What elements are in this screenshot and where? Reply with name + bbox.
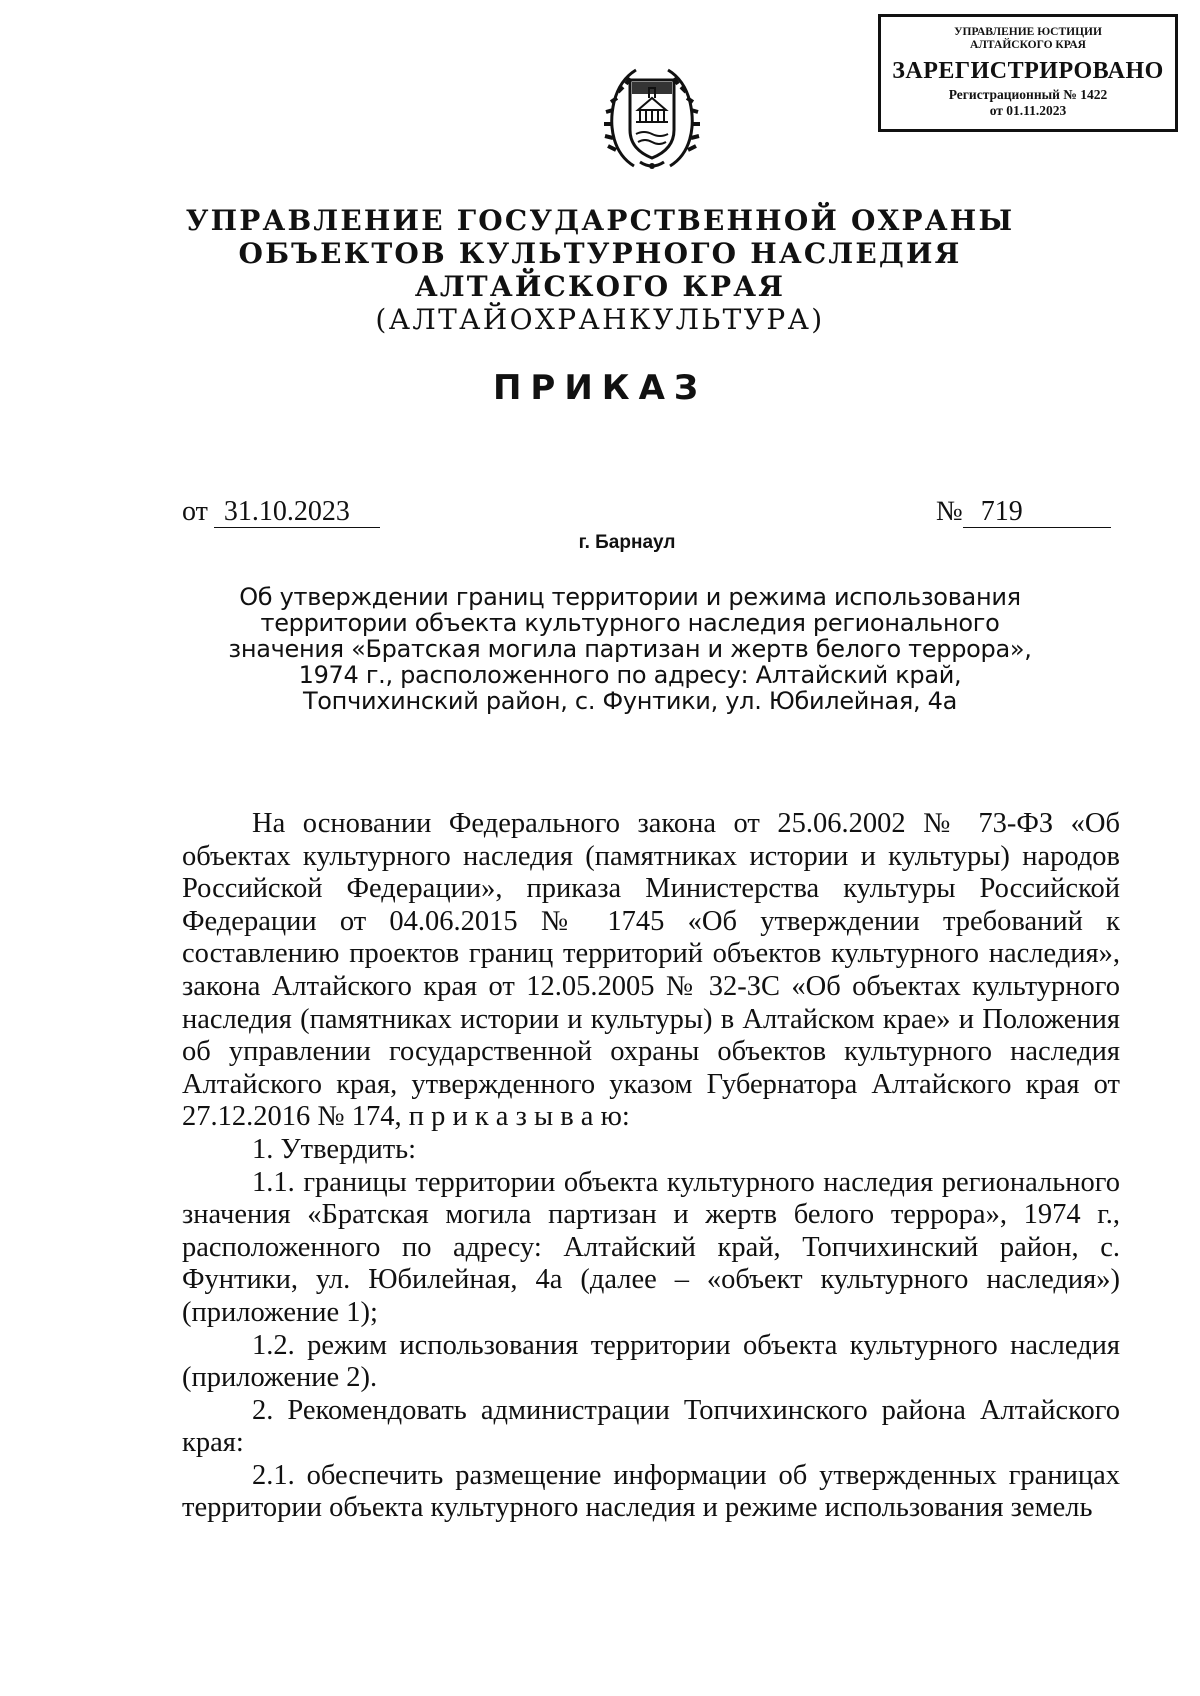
order-body (182, 808, 1120, 1525)
coat-of-arms-icon (604, 58, 700, 174)
paragraph-2-1: 2.1. обеспечить размещение информации об утвержденных границах территории объекта культурного наследия и режиме использования земель (182, 1459, 1120, 1524)
order-date (182, 496, 380, 528)
org-name-line3: АЛТАЙСКОГО КРАЯ (414, 270, 786, 303)
stamp-authority-line2: АЛТАЙСКОГО КРАЯ (970, 39, 1086, 51)
stamp-reg-date: от 01.11.2023 (989, 103, 1067, 118)
paragraph-1: 1. Утвердить: (252, 1133, 417, 1165)
document-type: ПРИКАЗ (492, 368, 708, 408)
org-name-line2: ОБЪЕКТОВ КУЛЬТУРНОГО НАСЛЕДИЯ (238, 237, 962, 270)
paragraph-2: 2. Рекомендовать администрации Топчихинского района Алтайского края: (182, 1394, 1120, 1459)
org-short-name: (АЛТАЙОХРАНКУЛЬТУРА) (375, 303, 825, 336)
order-number (936, 496, 1111, 528)
paragraph-1-2: 1.2. режим использования территории объекта культурного наследия (приложение 2). (182, 1329, 1120, 1394)
paragraph-1-1: 1.1. границы территории объекта культурного наследия регионального значения «Братская могила партизан и жертв белого террора», 1974 г., расположенного по адресу: Алтайский край, Топчихинский район, с. Фунтики, ул. Юбилейная, 4а (далее – «объект культурного наследия») (приложение 1); (182, 1166, 1120, 1328)
order-title: Об утверждении границ территории и режима использования территории объекта культурного наследия регионального значения «Братская могила партизан и жертв белого террора», 1974 г., расположенного по адресу: Алтайский край, Топчихинский район, с. Фунтики, ул. Юбилейная, 4а (228, 583, 1032, 715)
stamp-reg-number: Регистрационный № 1422 (948, 87, 1108, 102)
stamp-status: ЗАРЕГИСТРИРОВАНО (892, 58, 1164, 84)
org-name-line1: УПРАВЛЕНИЕ ГОСУДАРСТВЕННОЙ ОХРАНЫ (185, 204, 1015, 237)
paragraph-preamble: На основании Федерального закона от 25.06.2002 № 73-ФЗ «Об объектах культурного наследия (памятниках истории и культуры) народов Российской Федерации», приказа Министерства культуры Российской Федерации от 04.06.2015 № 1745 «Об утверждении требований к составлению проектов границ территорий объектов культурного наследия», закона Алтайского края от 12.05.2005 № 32-ЗС «Об объектах культурного наследия (памятниках истории и культуры) в Алтайском крае» и Положения об управлении государственной охраны объектов культурного наследия Алтайского края, утвержденного указом Губернатора Алтайского края от 27.12.2016 № 174, п р и к а з ы в а ю: (182, 808, 1120, 1133)
stamp-authority-line1: УПРАВЛЕНИЕ ЮСТИЦИИ (954, 26, 1102, 38)
registration-stamp (878, 14, 1178, 132)
number-value: 719 (963, 497, 1111, 528)
organization-name (0, 204, 1200, 336)
date-value: 31.10.2023 (214, 497, 380, 528)
city: г. Барнаул (578, 532, 676, 553)
date-prefix: от (182, 496, 208, 527)
number-prefix: № (936, 496, 963, 527)
